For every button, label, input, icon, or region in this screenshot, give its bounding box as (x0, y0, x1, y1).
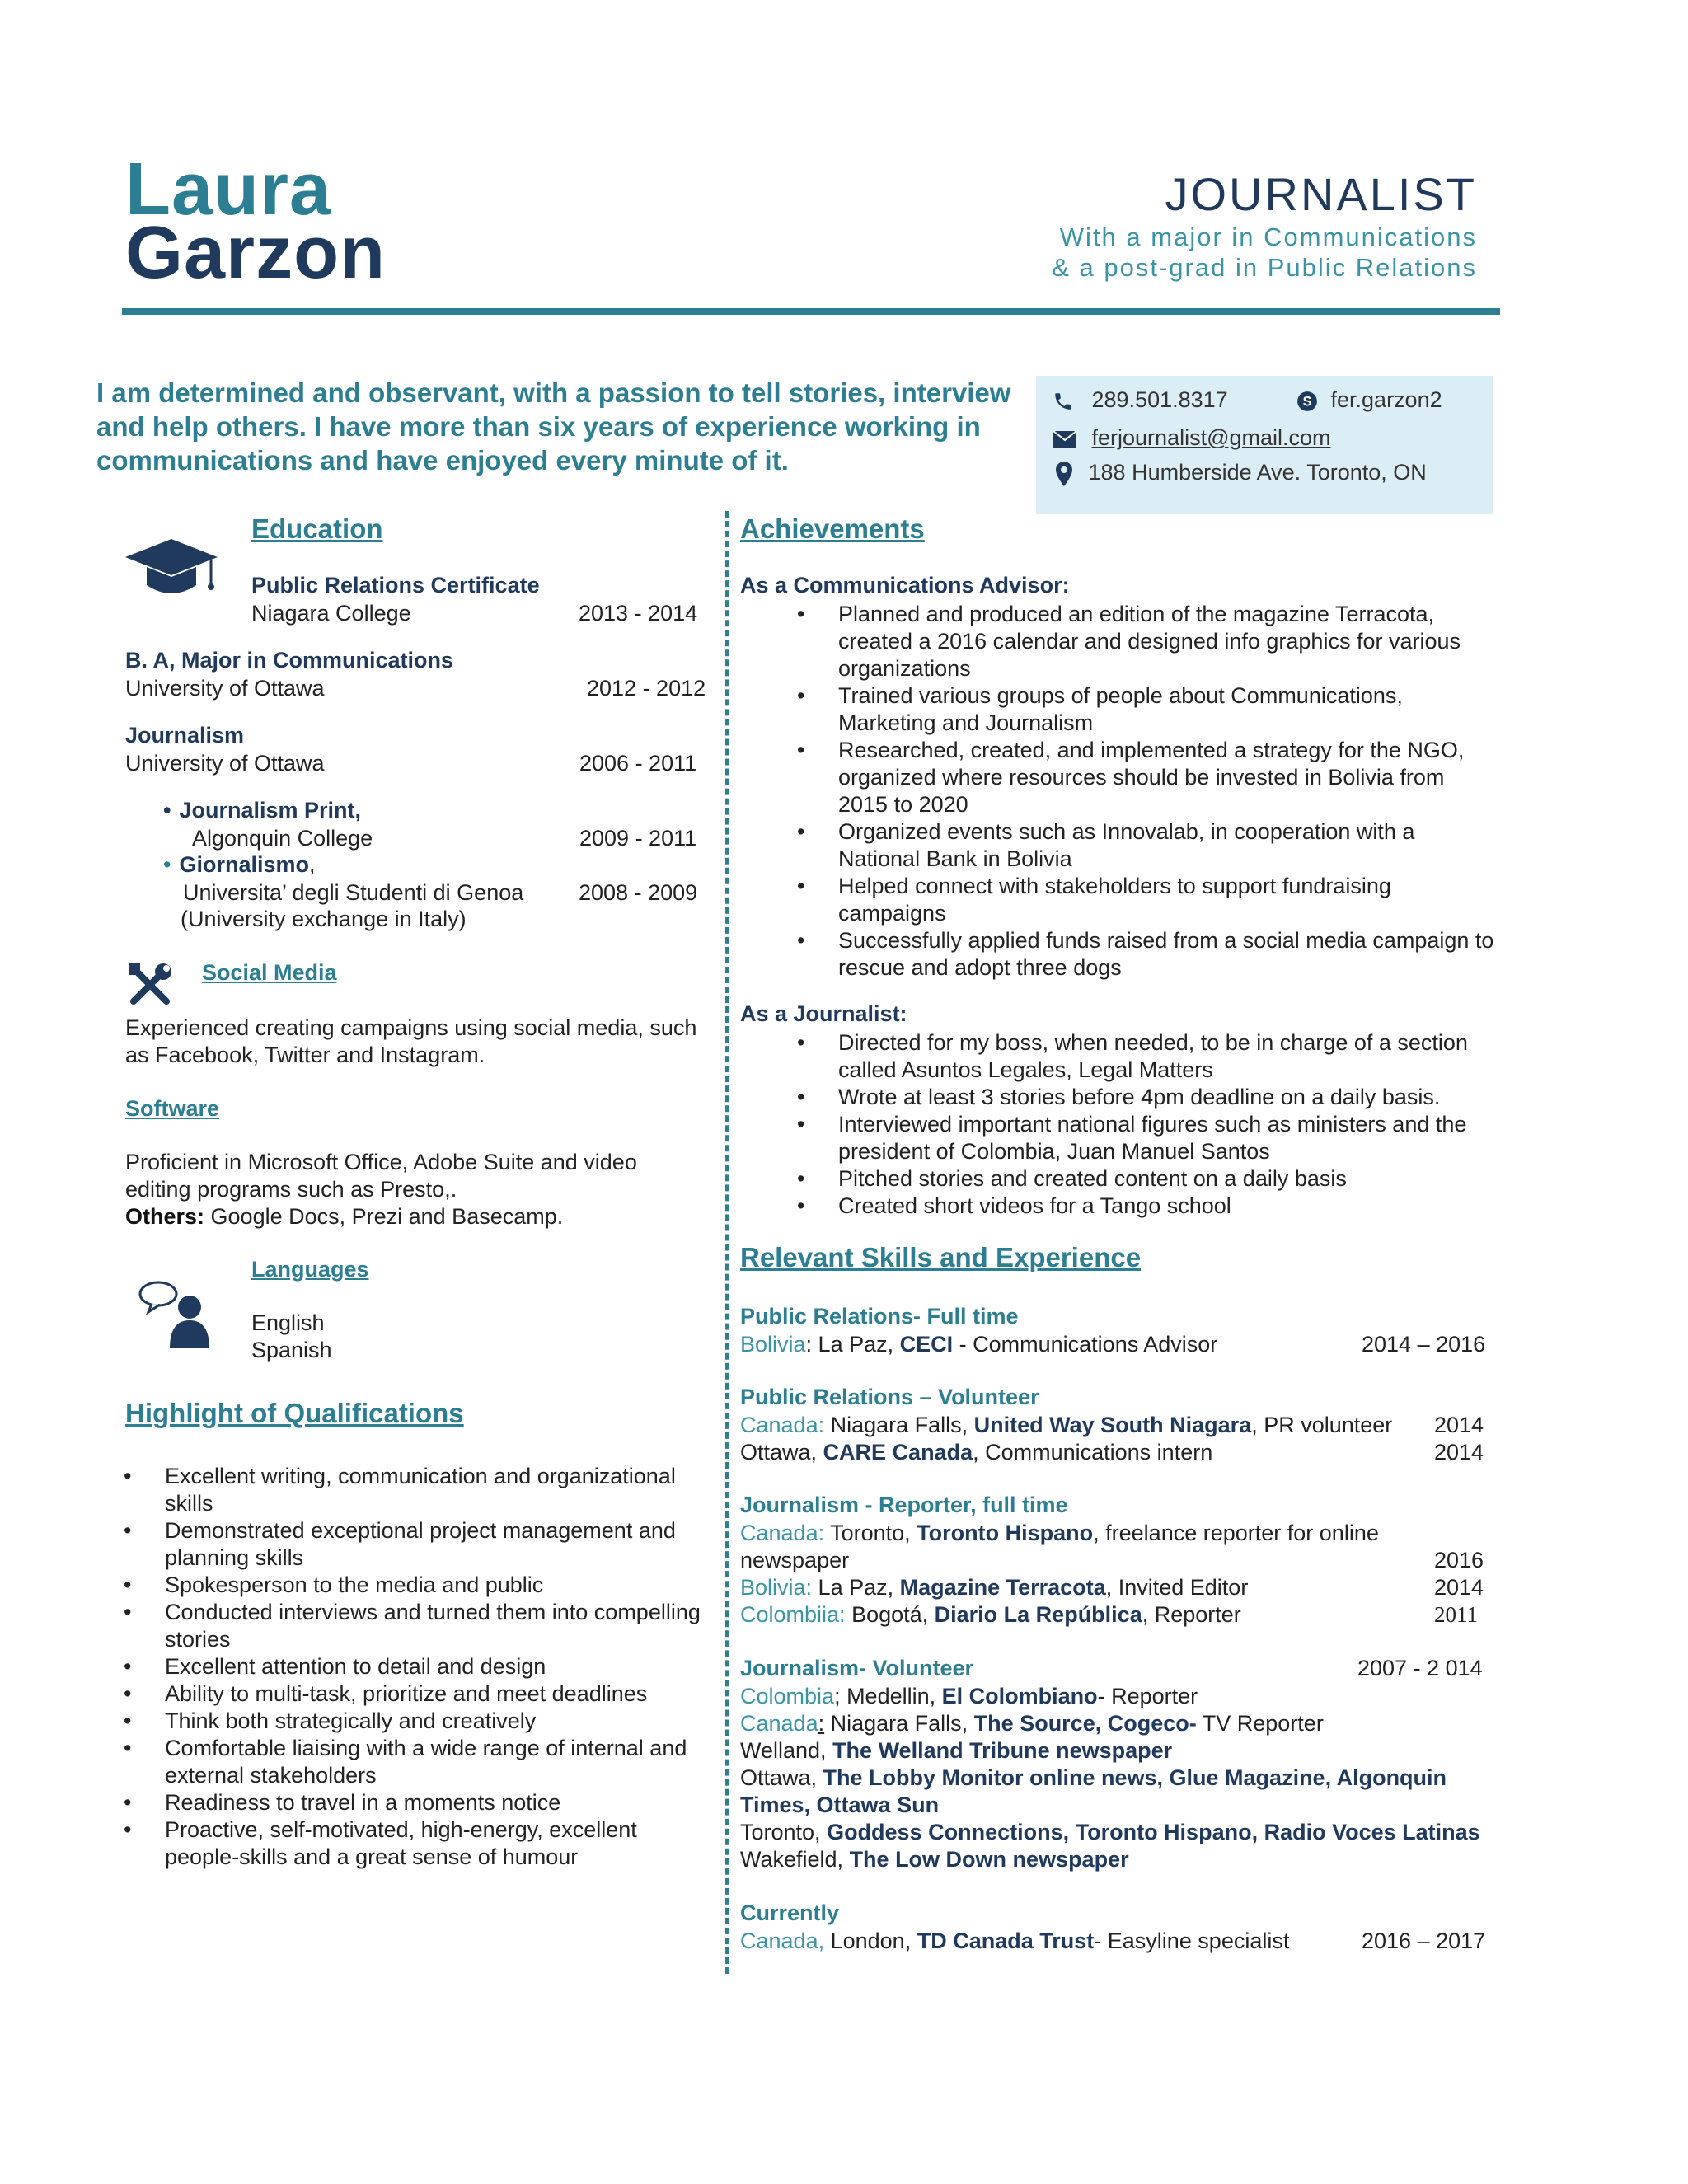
edu-sub-2-title-text: Giornalismo (179, 852, 309, 877)
text: ; Medellin, (834, 1684, 942, 1708)
country: Canada (740, 1711, 818, 1736)
j-full-line-1 (740, 1521, 1379, 1546)
software-text-main: Proficient in Microsoft Office, Adobe Suite and video editing programs such as Presto,. (125, 1150, 637, 1202)
org: The Lobby Monitor online news, Glue Magazine, Algonquin (823, 1765, 1447, 1790)
subtitle-line-1: With a major in Communications (1059, 223, 1477, 251)
social-media-text: Experienced creating campaigns using social media, such as Facebook, Twitter and Instagram. (125, 1015, 697, 1067)
edu-sub-1-years: 2009 - 2011 (579, 826, 697, 851)
tools-icon (125, 960, 175, 1010)
contact-phone (1053, 387, 1228, 413)
list-item: • Helped connect with stakeholders to support fundraising campaigns (838, 873, 1498, 927)
text: , PR volunteer (1251, 1413, 1393, 1437)
qualifications-list (165, 1463, 709, 1871)
current-line (740, 1929, 1289, 1954)
list-item: • Pitched stories and created content on a daily basis (838, 1165, 1498, 1193)
org: The Welland Tribune newspaper (832, 1738, 1173, 1763)
country: Canada: (740, 1521, 825, 1545)
org: Times, Ottawa Sun (740, 1793, 940, 1817)
list-item: • Organized events such as Innovalab, in cooperation with a National Bank in Bolivia (838, 818, 1498, 873)
org: Goddess Connections, Toronto Hispano, Radio Voces Latinas (827, 1820, 1480, 1844)
list-item: • Spokesperson to the media and public (165, 1572, 709, 1599)
list-item: • Excellent writing, communication and organizational skills (165, 1463, 709, 1517)
text: - Communications Advisor (953, 1332, 1218, 1357)
column-divider (725, 511, 729, 1974)
j-vol-years: 2007 - 2 014 (1357, 1656, 1483, 1680)
software-text (125, 1149, 702, 1230)
j-full-year-3: 2011 (1434, 1602, 1478, 1627)
country: Bolivia (740, 1332, 806, 1357)
education-heading: Education (251, 513, 383, 544)
graduation-cap-icon (124, 537, 219, 603)
j-vol-line-6 (740, 1847, 1129, 1872)
edu-item-3-title: Journalism (125, 723, 245, 748)
org: TD Canada Trust (917, 1929, 1095, 1953)
j-vol-line-5 (740, 1820, 1480, 1845)
current-heading: Currently (740, 1900, 840, 1925)
pr-vol-year-1: 2014 (1434, 1413, 1484, 1437)
first-name: Laura (125, 148, 332, 231)
edu-sub-1-title (163, 798, 361, 823)
achievements-heading: Achievements (740, 513, 925, 544)
edu-item-3-school: University of Ottawa (125, 751, 325, 776)
list-item: • Proactive, self-motivated, high-energy, excellent people-skills and a great sense of humour (165, 1816, 709, 1871)
text: La Paz, (812, 1575, 900, 1600)
map-pin-icon (1056, 462, 1072, 486)
edu-item-3-years: 2006 - 2011 (579, 751, 697, 776)
contact-address (1056, 460, 1427, 486)
contact-skype (1296, 387, 1442, 413)
list-item: • Directed for my boss, when needed, to be in charge of a section called Asuntos Legales, Legal Matters (838, 1029, 1498, 1084)
edu-item-1-school: Niagara College (251, 601, 411, 626)
text: - Reporter (1097, 1684, 1198, 1708)
j-full-year-1: 2016 (1434, 1548, 1484, 1572)
edu-sub-2-note: (University exchange in Italy) (181, 907, 467, 931)
list-item: • Conducted interviews and turned them into compelling stories (165, 1599, 709, 1653)
job-title: JOURNALIST (1165, 168, 1477, 220)
org: CECI (899, 1332, 954, 1357)
edu-sub-2-title-suffix: , (308, 852, 316, 877)
contact-box (1036, 376, 1493, 514)
edu-sub-2-years: 2008 - 2009 (579, 880, 698, 905)
edu-sub-1-title-text: Journalism Print, (179, 798, 362, 823)
j-vol-line-4b (740, 1793, 939, 1818)
bullet-dot: • (163, 798, 171, 823)
header-rule (122, 308, 1500, 315)
j-vol-line-3 (740, 1738, 1172, 1764)
country: Bolivia: (740, 1575, 813, 1600)
org: The Source (973, 1711, 1095, 1736)
j-full-line-3 (740, 1602, 1241, 1628)
text: , Invited Editor (1105, 1575, 1249, 1600)
language-english: English (251, 1310, 325, 1335)
pr-full-years: 2014 – 2016 (1362, 1332, 1486, 1357)
text: : La Paz, (805, 1332, 900, 1357)
list-item: • Readiness to travel in a moments notice (165, 1789, 709, 1816)
j-full-line-1b: newspaper (740, 1548, 850, 1572)
list-item: • Successfully applied funds raised from a social media campaign to rescue and adopt three dogs (838, 927, 1498, 982)
edu-sub-1-school: Algonquin College (192, 826, 373, 851)
j-vol-heading: Journalism- Volunteer (740, 1656, 974, 1680)
edu-sub-2-school: Universita’ degli Studenti di Genoa (183, 880, 524, 905)
list-item: • Created short videos for a Tango school (838, 1193, 1498, 1220)
list-item: • Ability to multi-task, prioritize and meet deadlines (165, 1680, 709, 1708)
text: , freelance reporter for online (1093, 1521, 1379, 1545)
edu-item-2-title: B. A, Major in Communications (125, 648, 454, 673)
contact-email[interactable] (1053, 425, 1331, 451)
country: Colombiia: (740, 1602, 846, 1627)
advisor-heading: As a Communications Advisor: (740, 573, 1070, 598)
pr-vol-year-2: 2014 (1434, 1440, 1484, 1465)
envelope-icon (1053, 430, 1077, 448)
org: Diario La República (934, 1602, 1142, 1627)
text: Ottawa, (740, 1440, 823, 1465)
edu-item-1-title: Public Relations Certificate (251, 573, 540, 598)
software-heading: Software (125, 1096, 220, 1121)
pr-full-line (740, 1332, 1217, 1357)
org: United Way South Niagara (973, 1413, 1252, 1437)
language-spanish: Spanish (251, 1338, 332, 1362)
journalist-heading: As a Journalist: (740, 1001, 907, 1026)
skills-heading: Relevant Skills and Experience (740, 1242, 1142, 1272)
org: El Colombiano (941, 1684, 1098, 1708)
address-text: 188 Humberside Ave. Toronto, ON (1088, 460, 1427, 485)
text: Welland, (740, 1738, 833, 1763)
list-item: • Wrote at least 3 stories before 4pm deadline on a daily basis. (838, 1084, 1498, 1111)
software-others-text: Google Docs, Prezi and Basecamp. (204, 1204, 564, 1229)
qualifications-heading: Highlight of Qualifications (125, 1398, 464, 1428)
bullet-dot: • (163, 852, 171, 877)
email-link[interactable]: ferjournalist@gmail.com (1091, 425, 1331, 450)
org: Magazine Terracota (899, 1575, 1106, 1600)
list-item: • Comfortable liaising with a wide range of internal and external stakeholders (165, 1735, 709, 1789)
org: The Low Down newspaper (849, 1847, 1129, 1872)
list-item: • Trained various groups of people about Communications, Marketing and Journalism (838, 682, 1498, 737)
text: , (1095, 1711, 1108, 1736)
edu-sub-2-title (163, 852, 316, 878)
text: , Communications intern (973, 1440, 1213, 1465)
languages-heading: Languages (251, 1257, 369, 1282)
j-full-heading: Journalism - Reporter, full time (740, 1493, 1068, 1517)
skype-handle: fer.garzon2 (1330, 387, 1442, 412)
org: Toronto Hispano (917, 1521, 1094, 1545)
journalist-list (838, 1029, 1498, 1220)
text: Wakefield, (740, 1847, 850, 1872)
text: Ottawa, (740, 1765, 823, 1790)
list-item: • Interviewed important national figures such as ministers and the president of Colombia, Juan Manuel Santos (838, 1111, 1498, 1165)
phone-icon (1053, 391, 1074, 412)
list-item: • Researched, created, and implemented a strategy for the NGO, organized where resources should be invested in Bolivia from 2015 to 2020 (838, 737, 1498, 818)
text: Toronto, (824, 1521, 917, 1545)
software-others-label: Others: (125, 1204, 205, 1229)
list-item: • Think both strategically and creatively (165, 1708, 709, 1735)
last-name: Garzon (125, 212, 387, 294)
pr-full-heading: Public Relations- Full time (740, 1304, 1019, 1329)
social-media-heading: Social Media (202, 960, 337, 985)
subtitle-line-2: & a post-grad in Public Relations (1052, 253, 1477, 282)
j-full-line-2 (740, 1575, 1248, 1601)
j-vol-line-1 (740, 1684, 1198, 1709)
list-item: • Demonstrated exceptional project management and planning skills (165, 1517, 709, 1572)
pr-vol-line-1 (740, 1413, 1392, 1438)
text: : (818, 1711, 825, 1736)
intro-statement: I am determined and observant, with a passion to tell stories, interview and help others. I have more than six years of experience working in communications and have enjoyed every minute of it. (96, 377, 1011, 476)
speech-person-icon (138, 1279, 218, 1350)
pr-vol-line-2 (740, 1440, 1212, 1465)
text: Niagara Falls, (824, 1413, 974, 1437)
text: - Easyline specialist (1094, 1929, 1290, 1953)
edu-item-2-school: University of Ottawa (125, 676, 325, 701)
country: Canada, (740, 1929, 825, 1953)
country: Canada: (740, 1413, 825, 1437)
phone-number: 289.501.8317 (1091, 387, 1228, 412)
org: CARE Canada (823, 1440, 973, 1465)
text: Bogotá, (845, 1602, 935, 1627)
j-full-year-2: 2014 (1434, 1575, 1484, 1600)
pr-vol-heading: Public Relations – Volunteer (740, 1385, 1039, 1409)
j-vol-line-2 (740, 1711, 1324, 1736)
list-item: • Excellent attention to detail and design (165, 1653, 709, 1680)
skype-icon (1296, 391, 1318, 412)
edu-item-2-years: 2012 - 2012 (587, 676, 706, 701)
text: TV Reporter (1196, 1711, 1324, 1736)
edu-item-1-years: 2013 - 2014 (579, 601, 698, 626)
text: , Reporter (1142, 1602, 1241, 1627)
text: London, (824, 1929, 917, 1953)
text: Niagara Falls, (824, 1711, 974, 1736)
advisor-list (838, 601, 1498, 982)
list-item: • Planned and produced an edition of the magazine Terracota, created a 2016 calendar and designed info graphics for various organizations (838, 601, 1498, 682)
current-years: 2016 – 2017 (1362, 1929, 1486, 1953)
j-vol-line-4 (740, 1765, 1447, 1791)
text: Toronto, (740, 1820, 828, 1844)
svg-text:S: S (1302, 394, 1312, 410)
org: Cogeco- (1107, 1711, 1197, 1736)
country: Colombia (740, 1684, 835, 1708)
